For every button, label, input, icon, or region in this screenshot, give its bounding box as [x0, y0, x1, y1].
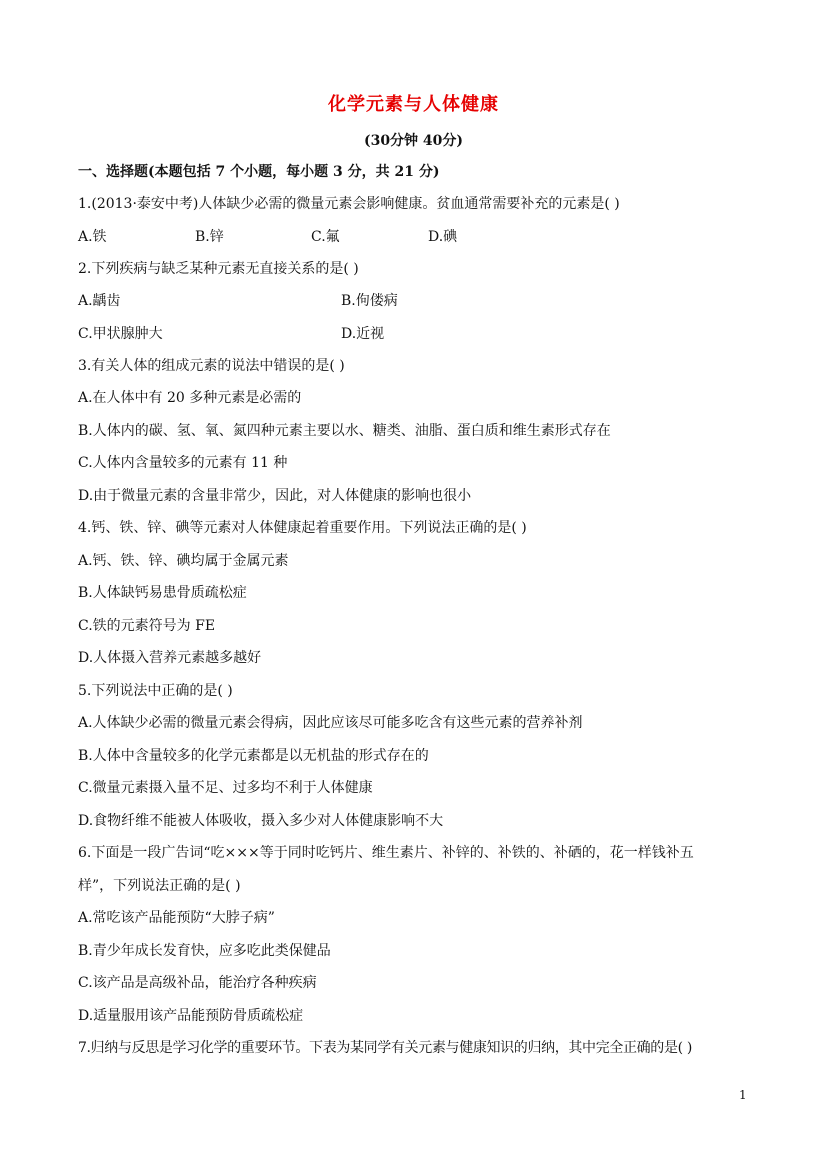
question-6-option-d: D.适量服用该产品能预防骨质疏松症 [78, 1008, 304, 1024]
question-2-option-c: C.甲状腺肿大 [78, 326, 163, 342]
question-2-option-d: D.近视 [341, 326, 385, 342]
page-subtitle: (30分钟 40分) [363, 133, 464, 149]
question-4-option-c: C.铁的元素符号为 FE [78, 618, 216, 634]
question-1-option-d: D.碘 [428, 229, 458, 245]
question-5-option-d: D.食物纤维不能被人体吸收，摄入多少对人体健康影响不大 [78, 813, 444, 829]
question-1-option-b: B.锌 [195, 229, 224, 245]
page-title: 化学元素与人体健康 [328, 94, 499, 115]
question-6-stem-line-2: 样”，下列说法正确的是( ) [78, 878, 241, 894]
question-4-stem: 4.钙、铁、锌、碘等元素对人体健康起着重要作用。下列说法正确的是( ) [78, 520, 527, 536]
question-3-option-d: D.由于微量元素的含量非常少，因此，对人体健康的影响也很小 [78, 488, 472, 504]
question-4-option-d: D.人体摄入营养元素越多越好 [78, 650, 262, 666]
page-number: 1 [739, 1088, 747, 1102]
question-3-option-a: A.在人体中有 20 多种元素是必需的 [78, 390, 302, 406]
question-5-option-c: C.微量元素摄入量不足、过多均不利于人体健康 [78, 780, 373, 796]
question-1-stem: 1.(2013·泰安中考)人体缺少必需的微量元素会影响健康。贫血通常需要补充的元素是( ) [78, 196, 620, 212]
question-6-option-c: C.该产品是高级补品，能治疗各种疾病 [78, 975, 317, 991]
question-3-option-c: C.人体内含量较多的元素有 11 种 [78, 455, 288, 471]
question-2-stem: 2.下列疾病与缺乏某种元素无直接关系的是( ) [78, 261, 359, 277]
question-3-option-b: B.人体内的碳、氢、氧、氮四种元素主要以水、糖类、油脂、蛋白质和维生素形式存在 [78, 423, 611, 439]
question-6-stem-line-1: 6.下面是一段广告词“吃×××等于同时吃钙片、维生素片、补锌的、补铁的、补硒的，花一样钱补五 [78, 845, 694, 861]
question-4-option-b: B.人体缺钙易患骨质疏松症 [78, 585, 247, 601]
question-5-option-a: A.人体缺少必需的微量元素会得病，因此应该尽可能多吃含有这些元素的营养补剂 [78, 715, 583, 731]
question-2-option-a: A.龋齿 [78, 293, 121, 309]
question-6-option-b: B.青少年成长发育快，应多吃此类保健品 [78, 943, 331, 959]
question-5-stem: 5.下列说法中正确的是( ) [78, 683, 233, 699]
question-3-stem: 3.有关人体的组成元素的说法中错误的是( ) [78, 358, 345, 374]
question-1-option-c: C.氟 [311, 229, 340, 245]
question-7-stem: 7.归纳与反思是学习化学的重要环节。下表为某同学有关元素与健康知识的归纳，其中完全正确的是( ) [78, 1040, 692, 1056]
question-5-option-b: B.人体中含量较多的化学元素都是以无机盐的形式存在的 [78, 748, 429, 764]
question-6-option-a: A.常吃该产品能预防“大脖子病” [78, 910, 275, 926]
question-1-option-a: A.铁 [78, 229, 107, 245]
question-4-option-a: A.钙、铁、锌、碘均属于金属元素 [78, 553, 289, 569]
section-heading: 一、选择题(本题包括 7 个小题，每小题 3 分，共 21 分) [78, 164, 440, 180]
question-2-option-b: B.佝偻病 [341, 293, 398, 309]
